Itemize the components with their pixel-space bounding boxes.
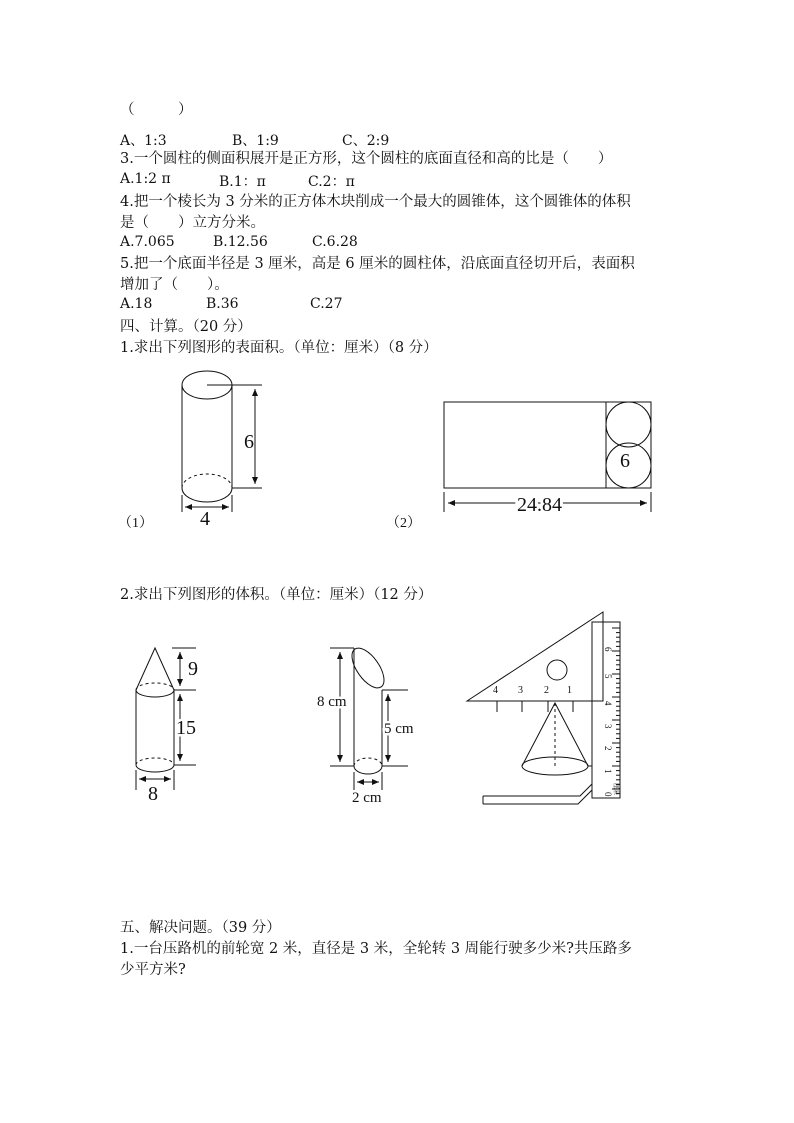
q3-option-b: B.1：π — [219, 174, 266, 190]
tri-tick-1: 1 — [567, 685, 572, 696]
q5-option-b: B.36 — [206, 296, 239, 312]
q5-option-a: A.18 — [120, 296, 153, 312]
question-4-line2: 是（ ）立方分米。 — [120, 215, 265, 231]
q4-option-c: C.6.28 — [312, 234, 358, 250]
ruler-tick-6: 6 — [603, 647, 613, 652]
q4-option-b: B.12.56 — [213, 234, 268, 250]
fig1-height-label: 6 — [244, 431, 254, 453]
q3-option-a: A.1:2 π — [120, 171, 171, 187]
short-height-label: 5 cm — [384, 721, 414, 737]
q5-option-c: C.27 — [310, 296, 343, 312]
ruler-tick-0: 0 — [603, 792, 613, 797]
prev-option-c: C、2:9 — [342, 133, 390, 149]
section-4-problem-2: 2.求出下列图形的体积。（单位：厘米）（12 分） — [120, 587, 433, 603]
ruler-tick-2: 2 — [603, 746, 613, 751]
diameter-label-8: 8 — [148, 783, 158, 805]
ruler-tick-1: 1 — [603, 769, 613, 774]
fig2-label: （2） — [386, 516, 421, 531]
tri-tick-2: 2 — [544, 685, 549, 696]
fig2-circle-label: 6 — [620, 450, 630, 472]
prev-option-a: A、1:3 — [120, 133, 167, 149]
question-3: 3.一个圆柱的侧面积展开是正方形，这个圆柱的底面直径和高的比是（ ） — [120, 151, 613, 167]
fig1-label: （1） — [118, 516, 153, 531]
ruler-tick-5: 5 — [603, 674, 613, 679]
ruler-tick-3: 3 — [603, 724, 613, 729]
q3-option-c: C.2：π — [308, 174, 355, 190]
prev-question-tail: （ ） — [120, 102, 193, 118]
small-diameter-label: 2 cm — [352, 790, 382, 806]
section-5-q1-line2: 少平方米? — [120, 962, 186, 978]
tri-tick-4: 4 — [493, 685, 498, 696]
section-4-problem-1: 1.求出下列图形的表面积。（单位：厘米）（8 分） — [120, 340, 438, 356]
ruler-tick-4: 4 — [603, 701, 613, 706]
question-4-line1: 4.把一个棱长为 3 分米的正方体木块削成一个最大的圆锥体，这个圆锥体的体积 — [120, 194, 631, 210]
question-5-line2: 增加了（ ）。 — [120, 277, 229, 293]
long-height-label: 8 cm — [317, 694, 347, 710]
section-5-heading: 五、解决问题。（39 分） — [120, 920, 281, 936]
fig2-length-label: 24.84 — [517, 494, 562, 516]
section-5-q1-line1: 1.一台压路机的前轮宽 2 米，直径是 3 米，全轮转 3 周能行驶多少米?共压路多 — [120, 941, 632, 957]
prev-option-b: B、1:9 — [232, 133, 279, 149]
q4-option-a: A.7.065 — [120, 234, 175, 250]
cylinder-height-label: 15 — [176, 717, 196, 739]
fig1-diameter-label: 4 — [200, 508, 210, 530]
tri-tick-3: 3 — [518, 685, 523, 696]
ruler-unit: 厘米 — [612, 783, 618, 796]
section-4-heading: 四、计算。（20 分） — [120, 319, 252, 335]
question-5-line1: 5.把一个底面半径是 3 厘米，高是 6 厘米的圆柱体，沿底面直径切开后，表面积 — [120, 256, 635, 272]
cone-height-label: 9 — [188, 658, 198, 680]
